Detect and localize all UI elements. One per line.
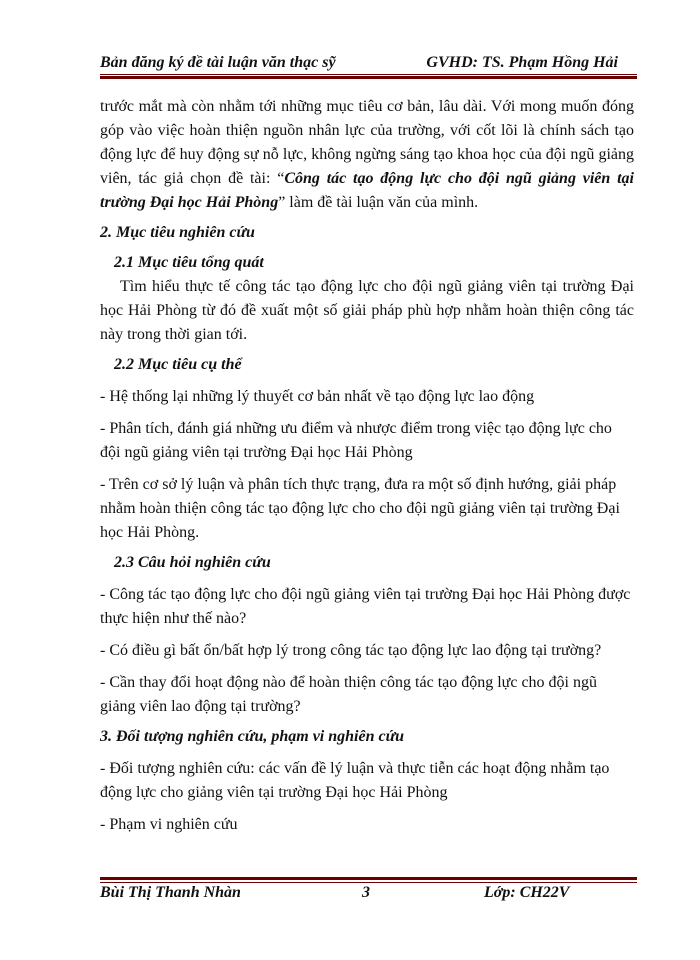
header-rule-thin: [100, 74, 637, 75]
page-footer: [100, 884, 637, 906]
page-header: [100, 52, 618, 74]
section-2-heading: 2. Mục tiêu nghiên cứu: [100, 224, 255, 241]
section-2-2-heading: 2.2 Mục tiêu cụ thể: [114, 356, 242, 373]
list-item: - Phân tích, đánh giá những ưu điểm và nhược điểm trong việc tạo động lực cho đội ngũ giảng viên tại trường Đại học Hải Phòng: [100, 420, 612, 461]
list-item: - Có điều gì bất ổn/bất hợp lý trong công tác tạo động lực lao động tại trường?: [100, 642, 602, 659]
footer-class: Lớp: CH22V: [484, 884, 570, 901]
list-item: - Công tác tạo động lực cho đội ngũ giảng viên tại trường Đại học Hải Phòng được thực hiện như thế nào?: [100, 586, 631, 627]
intro-end: ” làm đề tài luận văn của mình.: [278, 194, 479, 211]
thesis-title: Công tác tạo động lực cho đội ngũ giảng viên tại trường Đại học Hải Phòng: [100, 170, 635, 211]
intro-paragraph: [100, 95, 634, 215]
footer-rule-thin: [100, 882, 637, 883]
section-2-1-text: Tìm hiểu thực tế công tác tạo động lực cho đội ngũ giảng viên tại trường Đại học Hải Phòng từ đó đề xuất một số giải pháp phù hợp nhằm hoàn thiện công tác này trong thời gian tới.: [100, 278, 634, 343]
section-3-heading: 3. Đối tượng nghiên cứu, phạm vi nghiên cứu: [100, 728, 405, 745]
footer-rule-thick: [100, 877, 637, 880]
list-item: - Hệ thống lại những lý thuyết cơ bản nhất về tạo động lực lao động: [100, 388, 535, 405]
list-item: - Cần thay đổi hoạt động nào để hoàn thiện công tác tạo động lực cho đội ngũ giảng viên lao động tại trường?: [100, 674, 597, 715]
section-2-3-heading: 2.3 Câu hỏi nghiên cứu: [114, 554, 271, 571]
list-item: - Đối tượng nghiên cứu: các vấn đề lý luận và thực tiễn các hoạt động nhằm tạo động lực cho giảng viên tại trường Đại học Hải Phòng: [100, 760, 610, 801]
list-item: - Phạm vi nghiên cứu: [100, 816, 238, 833]
header-advisor: GVHD: TS. Phạm Hồng Hải: [426, 54, 618, 71]
intro-text: trước mắt mà còn nhằm tới những mục tiêu cơ bản, lâu dài. Với mong muốn đóng góp vào việc hoàn thiện nguồn nhân lực của trường, với cốt lõi là chính sách tạo động lực để huy động sự nỗ lực, không ngừng sáng tạo khoa học của đội ngũ giảng viên, tác giả chọn đề tài: “: [100, 98, 634, 187]
list-item: - Trên cơ sở lý luận và phân tích thực trạng, đưa ra một số định hướng, giải pháp nhằm hoàn thiện công tác tạo động lực cho cho đội ngũ giảng viên tại trường Đại học Hải Phòng.: [100, 476, 620, 541]
page-number: 3: [362, 884, 370, 901]
header-rule-thick: [100, 76, 637, 79]
section-2-1-heading: 2.1 Mục tiêu tổng quát: [114, 254, 264, 271]
footer-author: Bùi Thị Thanh Nhàn: [100, 884, 241, 901]
page-body: [100, 95, 634, 837]
header-document-title: Bản đăng ký đề tài luận văn thạc sỹ: [100, 54, 336, 71]
